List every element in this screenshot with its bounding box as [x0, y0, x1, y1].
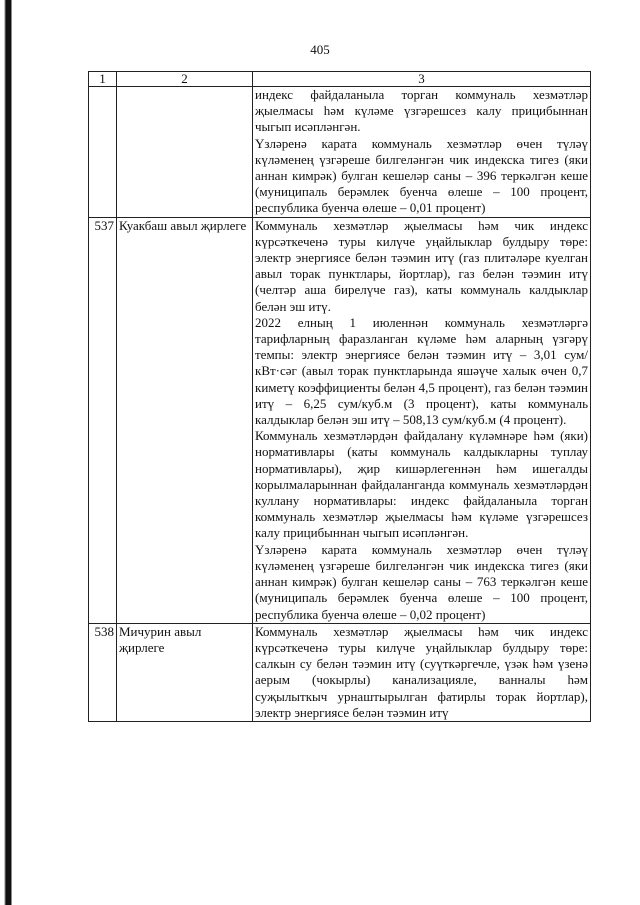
row-number: 538: [89, 623, 117, 721]
column-header: 3: [253, 72, 591, 87]
table-row: [89, 623, 591, 721]
settlement-name: Мичурин авыл җирлеге: [117, 623, 253, 721]
row-description: [253, 87, 591, 218]
row-description: [253, 623, 591, 721]
description-paragraph: 2022 елның 1 июленнән коммуналь хезмәтләргә тарифларның фаразланган күләме һәм аларның үзгәрү темпы: электр энергиясе белән тәэмин итү – 3,01 сум/кВт·сәг (авыл торак пунктларында яшәүче халык өчен 0,7 киметү коэффициенты белән 4,5 процент), газ белән тәэмин итү – 6,25 сум/куб.м (3 процент), каты коммуналь калдыклар белән эш итү – 508,13 сум/куб.м (4 процент).: [255, 314, 588, 428]
description-paragraph: Коммуналь хезмәтләрдән файдалану күләмнәре һәм (яки) нормативлары (каты коммуналь калдыкларны туплау нормативлары), җир кишәрлегеннән һәм ишегалды корылмаларыннан файдаланганда коммуналь хезмәтләрдән куллану нормативлары: индекс файдаланыла торган коммуналь хезмәтләр җыелмасы һәм күләме үзгәрешсез калу прицибыннан чыгып исәпләнгән.: [255, 428, 588, 541]
description-paragraph: Үзләренә карата коммуналь хезмәтләр өчен түләү күләменең үзгәреше билгеләнгән чик индекска тигез (яки аннан кимрәк) булган кешеләр саны – 763 теркәлгән кеше (муниципаль берәмлек буенча өлеше – 100 процент, республика буенча өлеше – 0,02 процент): [255, 541, 588, 622]
description-paragraph: Коммуналь хезмәтләр җыелмасы һәм чик индекс күрсәткеченә туры килүче уңайлыклар булдыру төре: салкын су белән тәэмин итү (суүткәргечле, үзәк һәм үзенә аерым (чокырлы) канализацияле, ванналы һәм суҗылыткыч урнаштырылган фатирлы торак йортлар), электр энергиясе белән тәэмин итү: [255, 623, 588, 720]
column-header: 2: [117, 72, 253, 87]
table-row: [89, 217, 591, 623]
description-paragraph: Коммуналь хезмәтләр җыелмасы һәм чик индекс күрсәткеченә туры килүче уңайлыклар булдыру төре: электр энергиясе белән тәэмин итү (газ плитәләре куелган авыл торак пунктлары, йортлар), газ белән тәэмин итү (челтәр аша бирелүче газ), каты коммуналь калдыклар белән эш итү.: [255, 217, 588, 314]
row-number: [89, 87, 117, 218]
page-number: 405: [310, 42, 330, 57]
column-header: 1: [89, 72, 117, 87]
table-header-row: [89, 72, 591, 87]
description-paragraph: индекс файдаланыла торган коммуналь хезмәтләр җыелмасы һәм күләме үзгәрешсез калу прицибыннан чыгып исәпләнгән.: [255, 87, 588, 135]
settlement-name: [117, 87, 253, 218]
settlement-name: Куакбаш авыл җирлеге: [117, 217, 253, 623]
description-paragraph: Үзләренә карата коммуналь хезмәтләр өчен түләү күләменең үзгәреше билгеләнгән чик индекска тигез (яки аннан кимрәк) булган кешеләр саны – 396 теркәлгән кеше (муниципаль берәмлек буенча өлеше – 100 процент, республика буенча өлеше – 0,01 процент): [255, 135, 588, 216]
table-row: [89, 87, 591, 218]
data-table: [88, 71, 591, 722]
scan-edge: [0, 0, 12, 905]
row-description: [253, 217, 591, 623]
row-number: 537: [89, 217, 117, 623]
